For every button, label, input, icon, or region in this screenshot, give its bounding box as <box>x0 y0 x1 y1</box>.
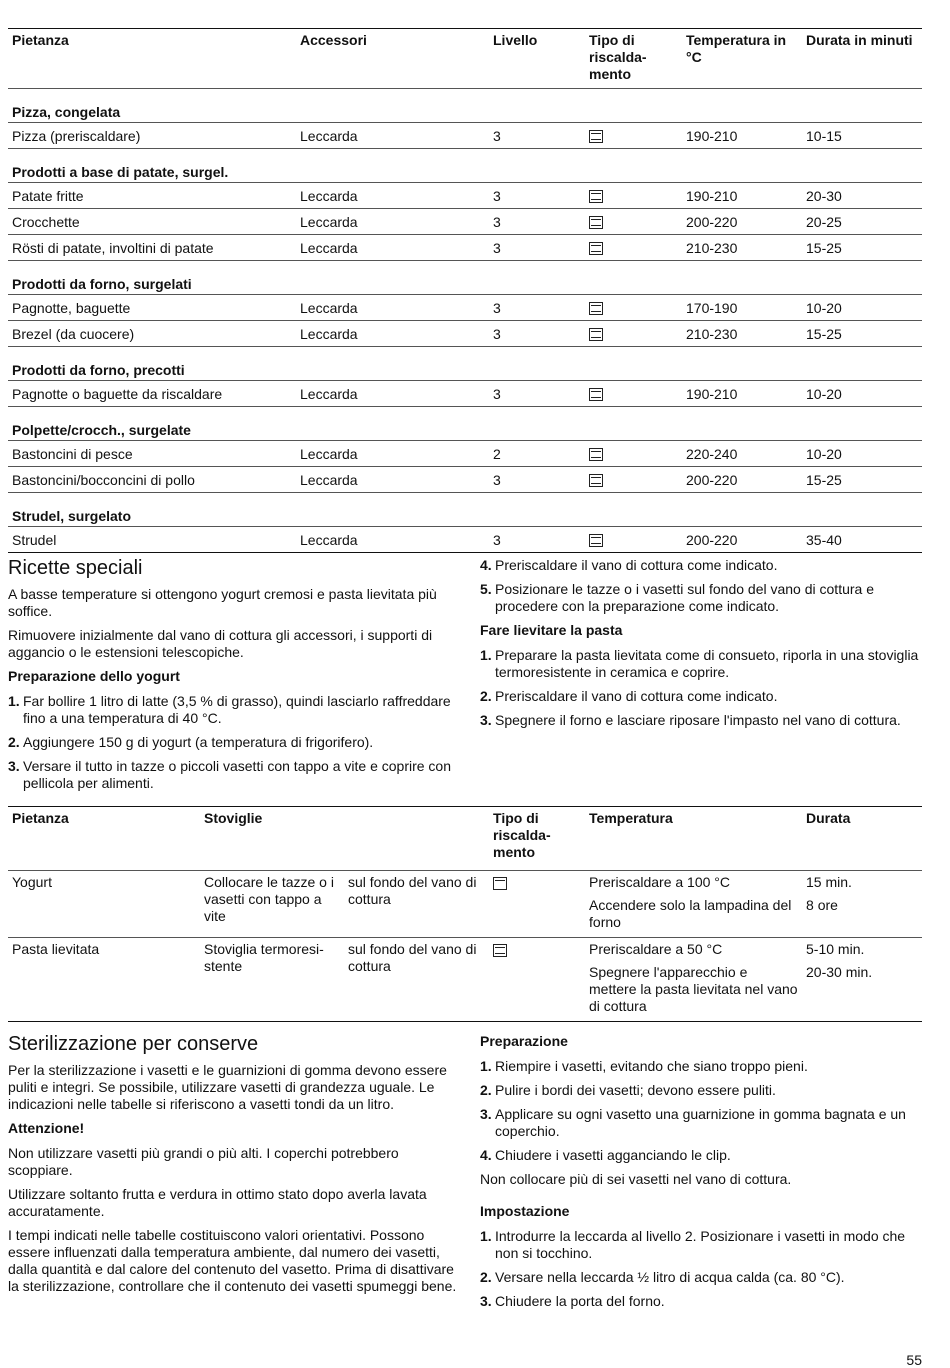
dish-cell: Yogurt <box>8 871 200 938</box>
list-item: 2. Pulire i bordi dei vasetti; devono essere puliti. <box>480 1082 776 1098</box>
dish-cell: Brezel (da cuocere) <box>8 321 296 347</box>
subheading: Preparazione dello yogurt <box>8 668 180 684</box>
list-item: 4. Chiudere i vasetti agganciando le clip. <box>480 1147 731 1163</box>
temperature-cell: 220-240 <box>682 441 802 467</box>
table-row <box>8 871 922 938</box>
subheading: Attenzione! <box>8 1120 85 1136</box>
dish-cell: Bastoncini/bocconcini di pollo <box>8 467 296 493</box>
yogurt-steps <box>8 693 458 792</box>
temperature-cell: 190-210 <box>682 123 802 149</box>
duration-cell: 5-10 min. 20-30 min. <box>802 938 922 1022</box>
table-row <box>8 441 922 467</box>
level-cell: 3 <box>489 123 585 149</box>
heating-cell <box>585 467 682 493</box>
dish-cell: Pizza (preriscaldare) <box>8 123 296 149</box>
top-bottom-heat-icon <box>589 130 603 143</box>
list-item: 2. Preriscaldare il vano di cottura come indicato. <box>480 688 778 704</box>
top-heat-icon <box>493 877 507 890</box>
col-header: Pietanza <box>8 807 200 871</box>
level-cell: 3 <box>489 467 585 493</box>
duration-cell: 10-15 <box>802 123 922 149</box>
accessory-cell: Leccarda <box>296 441 489 467</box>
temperature-cell: 170-190 <box>682 295 802 321</box>
list-item: 3. Chiudere la porta del forno. <box>480 1293 665 1309</box>
temperature-cell: 210-230 <box>682 321 802 347</box>
col-header: Livello <box>489 29 585 89</box>
table-row <box>8 467 922 493</box>
top-bottom-heat-icon <box>589 448 603 461</box>
list-item: 3. Versare il tutto in tazze o piccoli vasetti con tappo a vite e coprire con pellicola per alimenti. <box>8 758 452 791</box>
duration-cell: 10-20 <box>802 381 922 407</box>
temperature-cell: 190-210 <box>682 381 802 407</box>
subheading: Fare lievitare la pasta <box>480 622 623 638</box>
list-item: 1. Introdurre la leccarda al livello 2. Posizionare i vasetti in modo che non si tocchino. <box>480 1228 906 1261</box>
group-title: Prodotti da forno, precotti <box>8 347 922 381</box>
table-row <box>8 209 922 235</box>
level-cell: 2 <box>489 441 585 467</box>
paragraph: Rimuovere inizialmente dal vano di cottura gli accessori, i supporti di aggancio o le estensioni telescopiche. <box>8 627 433 660</box>
accessory-cell: Leccarda <box>296 527 489 553</box>
placement-cell: sul fondo del vano di cottura <box>344 871 489 938</box>
duration-cell: 15-25 <box>802 235 922 261</box>
list-item: 1. Preparare la pasta lievitata come di consueto, riporla in una stoviglia termoresistente in ceramica e coprire. <box>480 647 919 680</box>
duration-cell: 20-25 <box>802 209 922 235</box>
table-row <box>8 123 922 149</box>
temperature-cell: 210-230 <box>682 235 802 261</box>
top-bottom-heat-icon <box>589 190 603 203</box>
temperature-cell: Preriscaldare a 50 °C Spegnere l'apparecchio e mettere la pasta lievitata nel vano di cottura <box>585 938 802 1022</box>
temperature-cell: 200-220 <box>682 467 802 493</box>
heating-cell <box>585 295 682 321</box>
group-title: Pizza, congelata <box>8 89 922 123</box>
paragraph: I tempi indicati nelle tabelle costituiscono valori orientativi. Possono essere influenzati dalla temperatura ambiente, dal numero dei vasetti, dalla quantità e dal calore del contenuto del vasetto. Prima di disattivare la sterilizzazione, controllare che il contenuto dei vasetti spumeggi bene. <box>8 1227 457 1294</box>
table-row <box>8 381 922 407</box>
duration-cell: 15-25 <box>802 467 922 493</box>
dish-cell: Pagnotte o baguette da riscaldare <box>8 381 296 407</box>
table-row <box>8 183 922 209</box>
table-group-row <box>8 493 922 527</box>
heating-cell <box>585 235 682 261</box>
table-row <box>8 295 922 321</box>
duration-cell: 20-30 <box>802 183 922 209</box>
temperature-cell: Preriscaldare a 100 °C Accendere solo la lampadina del forno <box>585 871 802 938</box>
group-title: Strudel, surgelato <box>8 493 922 527</box>
table-header-row <box>8 807 922 871</box>
level-cell: 3 <box>489 321 585 347</box>
section-title: Sterilizzazione per conserve <box>8 1033 259 1055</box>
paragraph: Utilizzare soltanto frutta e verdura in ottimo stato dopo averla lavata accuratamente. <box>8 1186 427 1219</box>
paragraph: Non collocare più di sei vasetti nel vano di cottura. <box>480 1171 792 1187</box>
list-item: 2. Versare nella leccarda ½ litro di acqua calda (ca. 80 °C). <box>480 1269 845 1285</box>
duration-cell: 15-25 <box>802 321 922 347</box>
table-group-row <box>8 407 922 441</box>
dish-cell: Crocchette <box>8 209 296 235</box>
top-bottom-heat-icon <box>589 302 603 315</box>
prep-steps <box>480 1058 920 1164</box>
duration-cell: 35-40 <box>802 527 922 553</box>
level-cell: 3 <box>489 209 585 235</box>
col-header: Durata in minuti <box>802 29 922 89</box>
table-group-row <box>8 149 922 183</box>
col-header: Stoviglie <box>200 807 489 871</box>
group-title: Prodotti a base di patate, surgel. <box>8 149 922 183</box>
col-header: Tipo di riscalda-mento <box>489 807 585 871</box>
subheading: Impostazione <box>480 1203 570 1219</box>
top-bottom-heat-icon <box>589 242 603 255</box>
heating-cell <box>489 938 585 1022</box>
accessory-cell: Leccarda <box>296 467 489 493</box>
level-cell: 3 <box>489 295 585 321</box>
heating-cell <box>489 871 585 938</box>
list-item: 4. Preriscaldare il vano di cottura come indicato. <box>480 557 778 573</box>
group-title: Prodotti da forno, surgelati <box>8 261 922 295</box>
col-header: Durata <box>802 807 922 871</box>
list-item: 5. Posizionare le tazze o i vasetti sul fondo del vano di cottura e procedere con la preparazione come indicato. <box>480 581 874 614</box>
paragraph: A basse temperature si ottengono yogurt cremosi e pasta lievitata più soffice. <box>8 586 437 619</box>
dish-cell: Patate fritte <box>8 183 296 209</box>
list-item: 1. Riempire i vasetti, evitando che siano troppo pieni. <box>480 1058 808 1074</box>
table-row <box>8 235 922 261</box>
duration-cell: 10-20 <box>802 295 922 321</box>
placement-cell: sul fondo del vano di cottura <box>344 938 489 1022</box>
level-cell: 3 <box>489 381 585 407</box>
temperature-cell: 200-220 <box>682 209 802 235</box>
steril-right-column <box>480 1033 920 1317</box>
pasta-steps <box>480 647 920 729</box>
top-bottom-heat-icon <box>589 534 603 547</box>
level-cell: 3 <box>489 235 585 261</box>
paragraph: Non utilizzare vasetti più grandi o più alti. I coperchi potrebbero scoppiare. <box>8 1145 399 1178</box>
ricette-right-column <box>480 557 920 736</box>
dishware-cell: Collocare le tazze o i vasetti con tappo a vite <box>200 871 344 938</box>
accessory-cell: Leccarda <box>296 235 489 261</box>
duration-cell: 15 min. 8 ore <box>802 871 922 938</box>
temperature-cell: 190-210 <box>682 183 802 209</box>
duration-cell: 10-20 <box>802 441 922 467</box>
cooking-table <box>8 28 922 553</box>
accessory-cell: Leccarda <box>296 183 489 209</box>
table-group-row <box>8 347 922 381</box>
accessory-cell: Leccarda <box>296 321 489 347</box>
heating-cell <box>585 381 682 407</box>
page-number: 55 <box>906 1352 922 1368</box>
top-bottom-heat-icon <box>589 388 603 401</box>
col-header: Tipo di riscalda-mento <box>585 29 682 89</box>
steril-left-column <box>8 1032 458 1302</box>
level-cell: 3 <box>489 183 585 209</box>
col-header: Accessori <box>296 29 489 89</box>
dish-cell: Pasta lievitata <box>8 938 200 1022</box>
accessory-cell: Leccarda <box>296 381 489 407</box>
heating-cell <box>585 209 682 235</box>
heating-cell <box>585 527 682 553</box>
paragraph: Per la sterilizzazione i vasetti e le guarnizioni di gomma devono essere puliti e integri. Se possibile, utilizzare vasetti di grandezza uguale. Le indicazioni nelle tabelle si riferiscono a vasetti tondi da un litro. <box>8 1062 447 1112</box>
imp-steps <box>480 1228 920 1310</box>
table-group-row <box>8 89 922 123</box>
heating-cell <box>585 123 682 149</box>
heating-cell <box>585 183 682 209</box>
table-row <box>8 527 922 553</box>
level-cell: 3 <box>489 527 585 553</box>
col-header: Pietanza <box>8 29 296 89</box>
dish-cell: Bastoncini di pesce <box>8 441 296 467</box>
ricette-left-column <box>8 556 458 799</box>
special-recipes-table <box>8 806 922 1022</box>
cooking-table-body <box>8 89 922 553</box>
table-row <box>8 321 922 347</box>
dish-cell: Rösti di patate, involtini di patate <box>8 235 296 261</box>
list-item: 3. Applicare su ogni vasetto una guarnizione in gomma bagnata e un coperchio. <box>480 1106 906 1139</box>
dishware-cell: Stoviglia termoresi-stente <box>200 938 344 1022</box>
yogurt-steps-cont <box>480 557 920 615</box>
col-header: Temperatura <box>585 807 802 871</box>
heating-cell <box>585 441 682 467</box>
accessory-cell: Leccarda <box>296 209 489 235</box>
dish-cell: Pagnotte, baguette <box>8 295 296 321</box>
list-item: 3. Spegnere il forno e lasciare riposare l'impasto nel vano di cottura. <box>480 712 901 728</box>
accessory-cell: Leccarda <box>296 295 489 321</box>
col-header: Temperatura in °C <box>682 29 802 89</box>
list-item: 1. Far bollire 1 litro di latte (3,5 % di grasso), quindi lasciarlo raffreddare fino a una temperatura di 40 °C. <box>8 693 451 726</box>
accessory-cell: Leccarda <box>296 123 489 149</box>
dish-cell: Strudel <box>8 527 296 553</box>
group-title: Polpette/crocch., surgelate <box>8 407 922 441</box>
temperature-cell: 200-220 <box>682 527 802 553</box>
section-title: Ricette speciali <box>8 557 143 579</box>
list-item: 2. Aggiungere 150 g di yogurt (a temperatura di frigorifero). <box>8 734 374 750</box>
heating-cell <box>585 321 682 347</box>
table-header-row <box>8 29 922 89</box>
table-group-row <box>8 261 922 295</box>
table-row <box>8 938 922 1022</box>
top-bottom-heat-icon <box>589 328 603 341</box>
top-bottom-heat-icon <box>493 944 507 957</box>
top-bottom-heat-icon <box>589 474 603 487</box>
top-bottom-heat-icon <box>589 216 603 229</box>
subheading: Preparazione <box>480 1033 568 1049</box>
